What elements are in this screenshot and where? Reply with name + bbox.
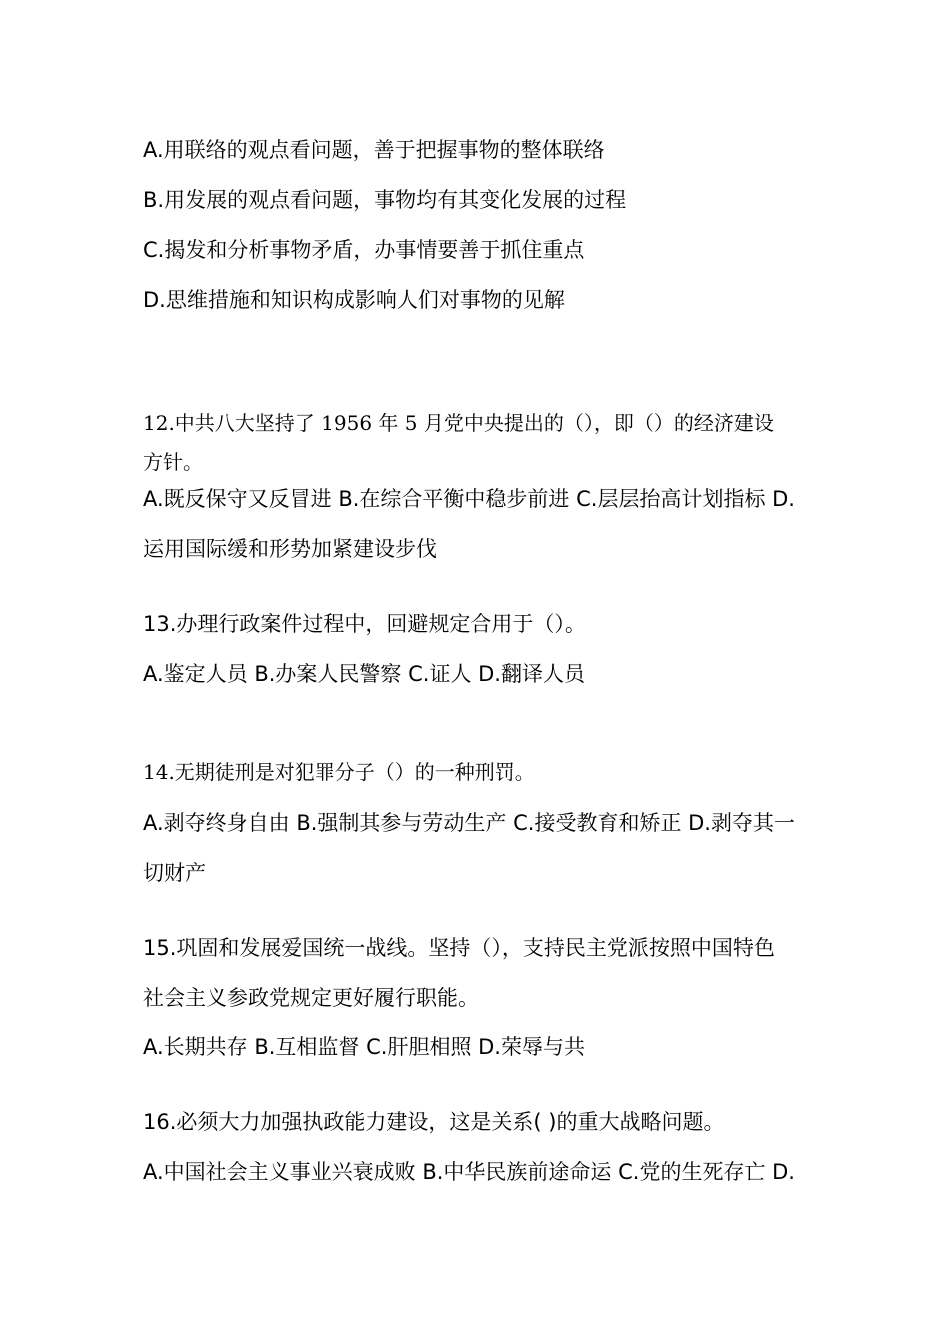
q11-option-a: A.用联络的观点看问题，善于把握事物的整体联络 <box>143 138 605 162</box>
q16-question: 16.必须大力加强执政能力建设，这是关系( )的重大战略问题。 <box>143 1110 725 1134</box>
q12-options-cont: 运用国际缓和形势加紧建设步伐 <box>143 537 437 561</box>
q15-question: 15.巩固和发展爱国统一战线。坚持（），支持民主党派按照中国特色 <box>143 936 775 960</box>
q14-options: A.剥夺终身自由 B.强制其参与劳动生产 C.接受教育和矫正 D.剥夺其一 <box>143 811 795 835</box>
q12-options: A.既反保守又反冒进 B.在综合平衡中稳步前进 C.层层抬高计划指标 D. <box>143 487 795 511</box>
q11-option-c: C.揭发和分析事物矛盾，办事情要善于抓住重点 <box>143 238 585 262</box>
q13-options: A.鉴定人员 B.办案人民警察 C.证人 D.翻译人员 <box>143 662 585 686</box>
q12-question: 12.中共八大坚持了 1956 年 5 月党中央提出的（），即（）的经济建设 <box>143 411 774 435</box>
q11-option-b: B.用发展的观点看问题，事物均有其变化发展的过程 <box>143 188 627 212</box>
q14-question: 14.无期徒刑是对犯罪分子（）的一种刑罚。 <box>143 760 535 784</box>
q14-options-cont: 切财产 <box>143 861 206 885</box>
q15-question-cont: 社会主义参政党规定更好履行职能。 <box>143 986 479 1010</box>
q11-option-d: D.思维措施和知识构成影响人们对事物的见解 <box>143 288 565 312</box>
q16-options: A.中国社会主义事业兴衰成败 B.中华民族前途命运 C.党的生死存亡 D. <box>143 1160 795 1184</box>
q15-options: A.长期共存 B.互相监督 C.肝胆相照 D.荣辱与共 <box>143 1035 585 1059</box>
q12-question-cont: 方针。 <box>143 450 203 474</box>
q13-question: 13.办理行政案件过程中，回避规定合用于（）。 <box>143 612 586 636</box>
